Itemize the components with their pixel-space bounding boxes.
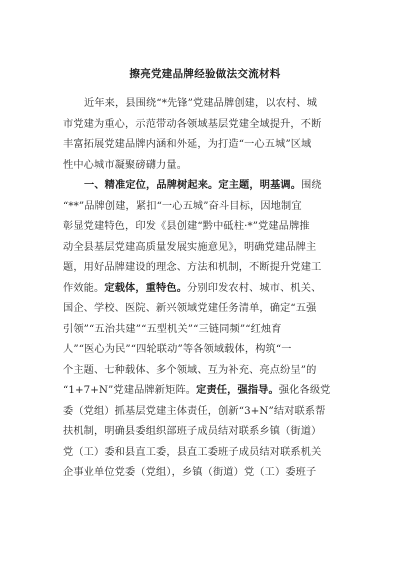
text-line	[63, 115, 355, 136]
body-text-segment: 动全县基层党建高质量发展实施意见》，明确党建品牌主	[63, 241, 317, 253]
text-line	[63, 156, 355, 177]
bold-heading-text: 一、精准定位，品牌树起来。定主题，明基调。	[84, 180, 302, 191]
text-line	[63, 135, 355, 156]
body-text-segment: 党（工）委和县直工委，县直工委班子成员结对联系机关	[63, 446, 322, 458]
text-line	[63, 197, 355, 218]
body-text-segment: 作效能。	[63, 282, 105, 294]
body-text-segment: 扶机制，明确县委组织部班子成员结对联系乡镇（街道）	[63, 426, 322, 437]
body-text-segment: 国企、学校、医院、新兴领域党建任务清单，确定“五强	[63, 303, 317, 314]
bold-heading-text: 定责任，强指导。	[196, 385, 279, 396]
body-text-segment: “**”品牌创建，紧扣“一心五城”奋斗目标，因地制宜	[63, 200, 302, 212]
body-text-segment: 近年来，县围绕“*先锋”党建品牌创建，以农村、城	[84, 98, 318, 109]
body-text-segment: 人”“医心为民”“四轮联动”等各领域载体，构筑“一	[63, 344, 292, 355]
text-line	[63, 258, 355, 279]
body-text-segment: 委（党组）抓基层党建主体责任，创新“3+N”结对联系帮	[63, 405, 326, 417]
body-text-segment: 题，用好品牌建设的理念、方法和机制，不断提升党建工	[63, 262, 322, 273]
text-line	[63, 176, 355, 197]
text-line	[63, 463, 355, 484]
text-line	[63, 320, 355, 341]
bold-heading-text: 定载体，重特色。	[104, 282, 188, 294]
body-text-segment: “1+7+N”党建品牌新矩阵。	[63, 385, 197, 396]
body-text-segment: 分别印发农村、城市、机关、	[187, 282, 322, 294]
document-title: 擦亮党建品牌经验做法交流材料	[129, 68, 281, 80]
document-body	[63, 94, 355, 484]
body-text-segment: 围绕	[301, 180, 322, 191]
body-text-segment: 引领”“五治共建”“五型机关”“三链同频”“红烛育	[63, 323, 282, 335]
body-text-segment: 彰显党建特色，印发《县创建“黔中砥柱·*”党建品牌推	[63, 221, 310, 232]
text-line	[63, 94, 355, 115]
text-line	[63, 217, 355, 238]
body-text-segment: 性中心城市凝聚磅礴力量。	[63, 159, 188, 171]
text-line	[63, 402, 355, 423]
text-line	[63, 238, 355, 259]
text-line	[63, 340, 355, 361]
body-text-segment: 企事业单位党委（党组），乡镇（街道）党（工）委班子	[63, 467, 317, 478]
text-line	[63, 279, 355, 300]
body-text-segment: 个主题、七种载体、多个领域、互为补充、亮点纷呈”的	[63, 364, 317, 376]
text-line	[63, 361, 355, 382]
body-text-segment: 丰富拓展党建品牌内涵和外延，为打造“一心五城”区域	[63, 139, 312, 150]
body-text-segment: 强化各级党	[278, 385, 331, 396]
text-line	[63, 443, 355, 464]
text-line	[63, 299, 355, 320]
body-text-segment: 市党建为重心，示范带动各领域基层党建全域提升，不断	[63, 118, 322, 130]
text-line	[63, 381, 355, 402]
text-line	[63, 422, 355, 443]
